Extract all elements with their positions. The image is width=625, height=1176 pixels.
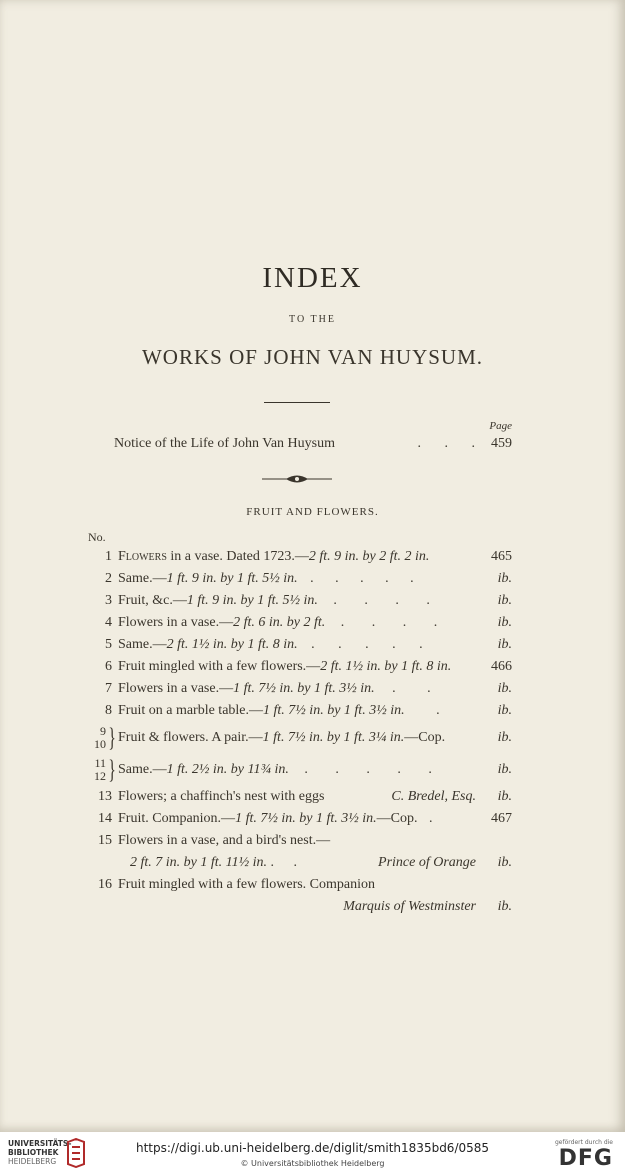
entry-text xyxy=(118,759,480,781)
entry-description: Fruit mingled with a few flowers. Companion xyxy=(118,877,376,892)
entry-number: 3 xyxy=(105,593,112,608)
entry-text xyxy=(118,612,480,634)
entry-page: ib. xyxy=(497,593,512,608)
entry-description: Flowers in a vase, and a bird's nest.— xyxy=(118,833,331,848)
section-title: FRUIT AND FLOWERS. xyxy=(246,506,379,518)
notice-text: Notice of the Life of John Van Huysum xyxy=(114,436,335,451)
entry-dimensions: 2 ft. 1½ in. by 1 ft. 8 in. xyxy=(320,659,452,674)
notice-page: 459 xyxy=(491,436,512,451)
entry-description: Flowers; a chaffinch's nest with eggs xyxy=(118,789,325,804)
entry-dimensions: 1 ft. 7½ in. by 1 ft. 3½ in. xyxy=(235,811,377,826)
brace-icon: } xyxy=(108,755,116,784)
entry-number: 7 xyxy=(105,681,112,696)
list-item xyxy=(88,634,512,656)
copyright-notice: © Universitätsbibliothek Heidelberg xyxy=(240,1159,385,1168)
dfg-logo: DFG xyxy=(558,1146,613,1171)
entry-description: Flowers in a vase.— xyxy=(118,681,234,696)
works-subtitle: WORKS OF JOHN VAN HUYSUM. xyxy=(141,345,484,369)
entry-number-pair xyxy=(88,725,106,751)
entry-page: 467 xyxy=(491,811,512,826)
entry-dimensions: 2 ft. 6 in. by 2 ft. xyxy=(233,615,326,630)
entry-text xyxy=(118,656,480,678)
list-item xyxy=(88,722,512,754)
entries-list xyxy=(88,546,512,918)
ornament-divider-icon xyxy=(262,472,332,486)
entry-dimensions: 1 ft. 7½ in. by 1 ft. 3½ in. xyxy=(263,703,405,718)
list-item xyxy=(88,678,512,700)
entry-number: 2 xyxy=(105,571,112,586)
entry-text xyxy=(118,727,480,749)
entry-number: 1 xyxy=(105,549,112,564)
entry-description: Same.— xyxy=(118,571,167,586)
logo-line: BIBLIOTHEK xyxy=(8,1148,59,1157)
list-item xyxy=(88,546,512,568)
entry-dots: . . xyxy=(270,855,306,870)
to-the-label: TO THE xyxy=(289,314,336,325)
page-column-label: Page xyxy=(489,420,512,432)
entry-description: Fruit. Companion.— xyxy=(118,811,236,826)
entry-description: Same.— xyxy=(118,762,167,777)
list-item-continuation xyxy=(88,852,512,874)
entry-dimensions: 2 ft. 1½ in. by 1 ft. 8 in. xyxy=(166,637,298,652)
entry-description: Flowers in a vase.— xyxy=(118,615,234,630)
entry-dimensions: 1 ft. 7½ in. by 1 ft. 3½ in. xyxy=(233,681,375,696)
entry-description: Fruit mingled with a few flowers.— xyxy=(118,659,321,674)
entry-suffix: —Cop. xyxy=(404,730,446,745)
logo-line: HEIDELBERG xyxy=(8,1157,57,1166)
entry-text xyxy=(118,852,480,874)
entry-page: ib. xyxy=(497,855,512,870)
funding-label: gefördert durch die xyxy=(555,1139,613,1146)
entry-description: Fruit, &c.— xyxy=(118,593,187,608)
notice-dots: . . . xyxy=(417,436,485,451)
entry-dimensions: 2 ft. 7 in. by 1 ft. 11½ in. xyxy=(130,855,268,870)
entry-page: ib. xyxy=(497,681,512,696)
entry-page: ib. xyxy=(497,789,512,804)
list-item xyxy=(88,656,512,678)
entry-page: ib. xyxy=(497,730,512,745)
entry-page: 465 xyxy=(491,549,512,564)
entry-text xyxy=(118,808,480,830)
entry-text xyxy=(118,786,480,808)
entry-dimensions: 1 ft. 7½ in. by 1 ft. 3¼ in. xyxy=(262,730,405,745)
digital-copy-link[interactable]: https://digi.ub.uni-heidelberg.de/diglit/smith1835bd6/0585 xyxy=(135,1141,490,1155)
entry-dots: . . . . xyxy=(325,615,450,630)
entry-dots: . . . . . xyxy=(297,571,423,586)
list-item xyxy=(88,874,512,896)
entry-dots: . . . . xyxy=(317,593,442,608)
entry-number: 14 xyxy=(98,811,112,826)
entry-number: 12 xyxy=(94,769,106,783)
entry-number: 4 xyxy=(105,615,112,630)
entry-text xyxy=(118,590,480,612)
list-item xyxy=(88,786,512,808)
brace-icon: } xyxy=(108,723,116,752)
entry-page: ib. xyxy=(497,899,512,914)
entry-number: 16 xyxy=(98,877,112,892)
entry-suffix: —Cop. xyxy=(376,811,418,826)
entry-page: ib. xyxy=(497,571,512,586)
entry-number: 9 xyxy=(100,724,106,738)
entry-number: 10 xyxy=(94,737,106,751)
entry-description: Fruit on a marble table.— xyxy=(118,703,264,718)
entry-page: ib. xyxy=(497,762,512,777)
entry-number: 5 xyxy=(105,637,112,652)
entry-owner: Prince of Orange xyxy=(378,855,476,870)
entry-description: Same.— xyxy=(118,637,167,652)
entry-text xyxy=(118,700,480,722)
list-item-continuation xyxy=(88,896,512,918)
list-item xyxy=(88,568,512,590)
entry-number: 13 xyxy=(98,789,112,804)
entry-dimensions: 1 ft. 9 in. by 1 ft. 5½ in. xyxy=(186,593,318,608)
entry-number: 6 xyxy=(105,659,112,674)
entry-number-pair xyxy=(88,757,106,783)
entry-dots: . xyxy=(425,811,433,826)
list-item xyxy=(88,830,512,852)
entry-dots: . xyxy=(418,703,454,718)
entry-description: Fruit & flowers. A pair.— xyxy=(118,730,263,745)
footer-bar xyxy=(0,1132,625,1176)
entry-page: ib. xyxy=(497,637,512,652)
entry-text xyxy=(118,568,480,590)
number-column-label: No. xyxy=(88,530,106,544)
notice-line xyxy=(114,436,512,452)
entry-text xyxy=(118,546,480,568)
entry-number: 8 xyxy=(105,703,112,718)
entry-page: 466 xyxy=(491,659,512,674)
entry-owner: Marquis of Westminster xyxy=(343,899,476,914)
entry-number: 11 xyxy=(94,756,106,770)
entry-lead-word: Flowers xyxy=(118,549,167,564)
list-item xyxy=(88,700,512,722)
entry-text xyxy=(118,678,480,700)
list-item xyxy=(88,612,512,634)
entry-dots: . . . . . xyxy=(297,637,433,652)
list-item xyxy=(88,808,512,830)
entry-text xyxy=(118,634,480,656)
title-rule xyxy=(264,402,330,403)
list-item xyxy=(88,590,512,612)
entry-dots: . . xyxy=(374,681,445,696)
entry-page: ib. xyxy=(497,703,512,718)
entry-dimensions: 1 ft. 2½ in. by 11¾ in. xyxy=(166,762,289,777)
entry-number: 15 xyxy=(98,833,112,848)
entry-owner: C. Bredel, Esq. xyxy=(391,789,476,804)
list-item xyxy=(88,754,512,786)
entry-dimensions: 1 ft. 9 in. by 1 ft. 5½ in. xyxy=(166,571,298,586)
entry-description: in a vase. Dated 1723.— xyxy=(166,549,309,564)
entry-dots: . . . . . xyxy=(288,762,444,777)
entry-dimensions: 2 ft. 9 in. by 2 ft. 2 in. xyxy=(308,549,430,564)
logo-line: UNIVERSITÄTS- xyxy=(8,1139,72,1148)
entry-page: ib. xyxy=(497,615,512,630)
index-title: INDEX xyxy=(262,262,363,294)
